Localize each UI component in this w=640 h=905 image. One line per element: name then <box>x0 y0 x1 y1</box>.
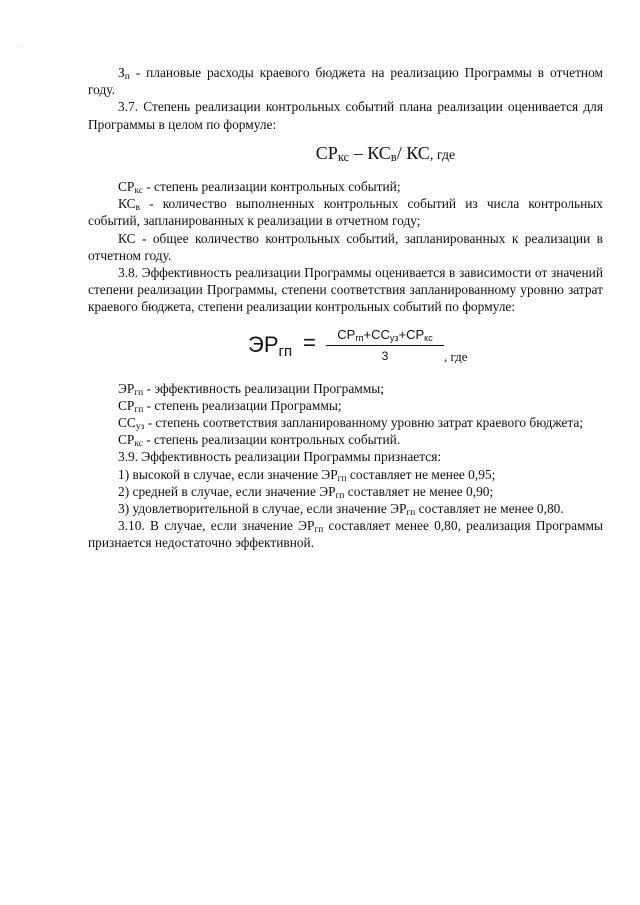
criterion-text: 2) средней в случае, если значение ЭР <box>118 483 336 499</box>
symbol-subscript: уз <box>135 422 145 433</box>
paragraph-3-7: 3.7. Степень реализации контрольных событий плана реализации оценивается для Программы в целом по формуле: <box>88 99 603 132</box>
formula-term: СР <box>315 142 338 163</box>
formula-term: +СС <box>363 326 390 342</box>
formula-term: ЭР <box>248 331 279 357</box>
symbol: СР <box>118 179 135 195</box>
formula-efficiency <box>248 328 603 372</box>
symbol-subscript: гп <box>134 404 144 415</box>
symbol: СС <box>118 415 136 431</box>
formula-subscript: кс <box>424 332 433 343</box>
criterion-text: составляет не менее 0,90; <box>344 483 494 499</box>
criterion-text: 1) высокой в случае, если значение ЭР <box>118 466 338 482</box>
symbol: ЭР <box>118 380 135 396</box>
paragraph-3-9: 3.9. Эффективность реализации Программы признается: <box>118 449 442 465</box>
definition-text: - степень реализации контрольных событий; <box>142 179 401 195</box>
page-marks: · · <box>18 44 24 50</box>
criterion-text: составляет не менее 0,95; <box>346 466 496 482</box>
criterion-medium <box>88 483 603 500</box>
paragraph-3-8: 3.8. Эффективность реализации Программы оценивается в зависимости от значений степени реализации Программы, степени соответствия запланированному уровню затрат краевого бюджета, степени реализации контрольных событий по формуле: <box>88 265 603 315</box>
formula-term: СР <box>337 326 356 342</box>
formula-where: , где <box>444 348 468 364</box>
symbol-subscript: кс <box>134 439 143 450</box>
symbol: КС <box>118 196 136 212</box>
definition-ergp <box>88 380 603 397</box>
criterion-text: 3) удовлетворительной в случае, если значение ЭР <box>118 501 407 517</box>
definition-ks: КС - общее количество контрольных событий, запланированных к реализации в отчетном году. <box>88 230 603 263</box>
formula-term: – КС <box>349 142 391 163</box>
paragraph-3n-definition <box>88 64 603 98</box>
symbol-subscript: гп <box>134 387 144 398</box>
symbol: СР <box>118 432 135 448</box>
paragraph-text: составляет менее 0,80, реализация Программы признается недостаточно эффективной. <box>88 518 603 551</box>
definition-srks <box>88 178 603 195</box>
symbol-subscript: кс <box>134 186 143 197</box>
document-body <box>88 64 603 552</box>
symbol-subscript: п <box>124 72 130 82</box>
paragraph-3-10 <box>88 517 603 551</box>
symbol-subscript: гп <box>314 525 324 536</box>
formula-subscript: в <box>390 149 397 164</box>
criterion-text: составляет не менее 0,80. <box>415 501 564 517</box>
definition-text: - степень реализации Программы; <box>143 397 342 413</box>
formula-subscript: уз <box>389 332 399 343</box>
symbol-subscript: гп <box>406 508 416 519</box>
definition-srks-2 <box>88 431 603 448</box>
formula-equals: = <box>303 329 316 355</box>
symbol-subscript: в <box>135 203 140 214</box>
formula-denominator: 3 <box>381 348 389 363</box>
formula-subscript: гп <box>278 342 293 360</box>
formula-subscript: кс <box>337 149 350 164</box>
formula-subscript: гп <box>355 332 364 343</box>
definition-text: - количество выполненных контрольных событий из числа контрольных событий, запланированных к реализации в отчетном году; <box>88 196 603 229</box>
definition-srgp <box>88 397 603 414</box>
paragraph-text: - плановые расходы краевого бюджета на реализацию Программы в отчетном году. <box>88 65 603 98</box>
formula-numerator <box>326 326 444 346</box>
symbol: З <box>118 65 125 80</box>
definition-text: - степень соответствия запланированному уровню затрат краевого бюджета; <box>144 415 584 431</box>
symbol-subscript: гп <box>337 473 347 484</box>
symbol-subscript: гп <box>335 490 345 501</box>
definition-text: - степень реализации контрольных событий. <box>142 432 401 448</box>
definition-ksv <box>88 195 603 229</box>
symbol: СР <box>118 397 135 413</box>
criterion-high <box>88 466 603 483</box>
definition-ccuz <box>88 414 603 431</box>
paragraph-text: 3.10. В случае, если значение ЭР <box>118 518 315 534</box>
definition-text: - эффективность реализации Программы; <box>143 380 384 396</box>
formula-fraction <box>326 326 444 365</box>
formula-control-events <box>168 142 603 164</box>
formula-where: , где <box>429 147 456 163</box>
formula-lhs <box>248 331 293 360</box>
formula-term: / КС <box>396 142 430 163</box>
criterion-satisfactory <box>88 500 603 517</box>
formula-term: +СР <box>398 326 425 342</box>
